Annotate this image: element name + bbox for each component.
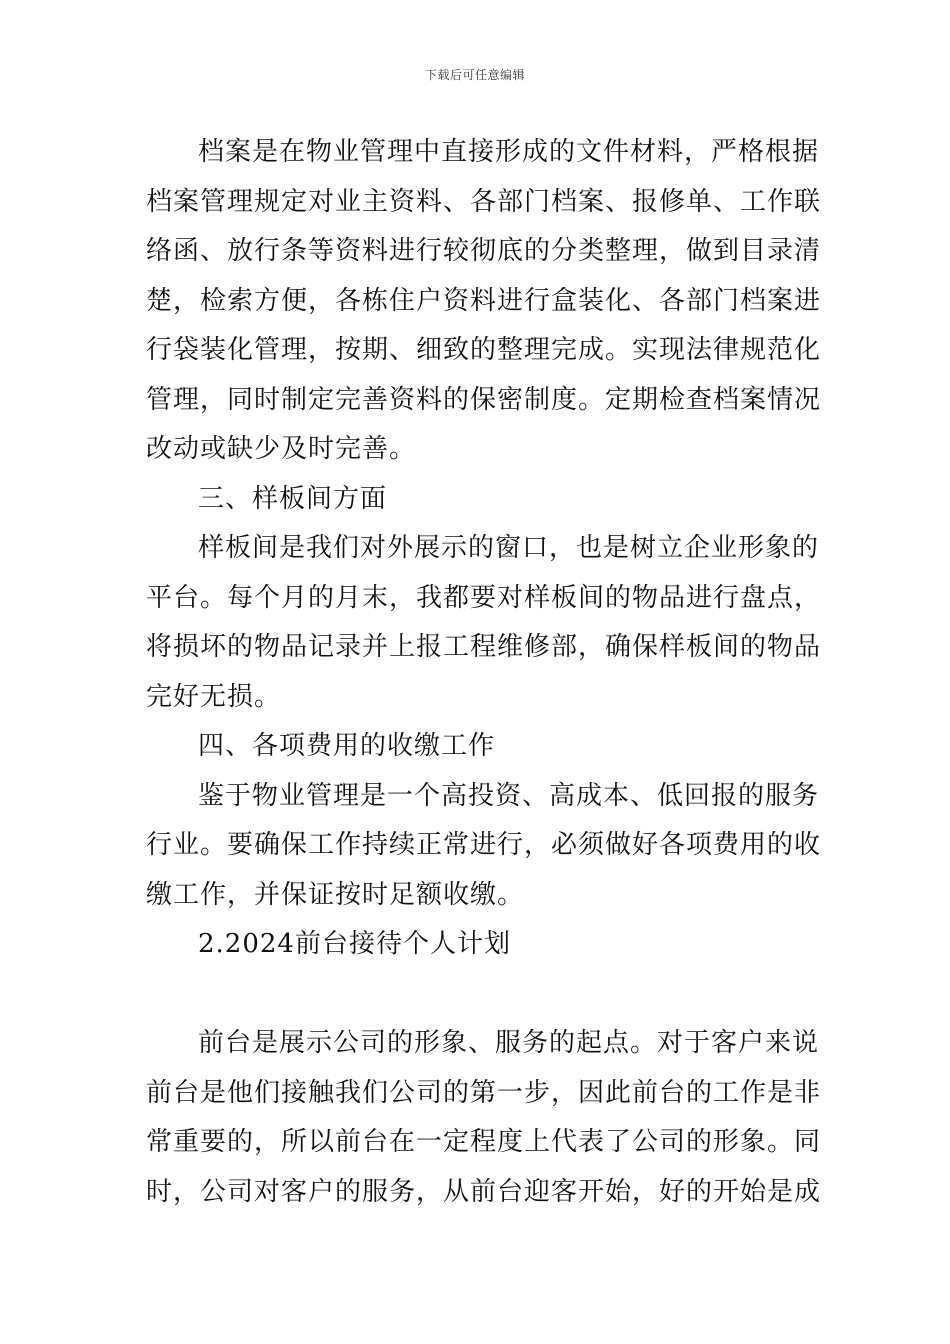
paragraph-line: 行业。要确保工作持续正常进行，必须做好各项费用的收 — [146, 830, 822, 860]
paragraph-line: 行袋装化管理，按期、细致的整理完成。实现法律规范化 — [146, 335, 822, 365]
paragraph-line: 常重要的，所以前台在一定程度上代表了公司的形象。同 — [146, 1127, 822, 1157]
paragraph-line: 缴工作，并保证按时足额收缴。 — [146, 879, 525, 910]
paragraph-line: 将损坏的物品记录并上报工程维修部，确保样板间的物品 — [146, 632, 822, 662]
paragraph-line: 样板间是我们对外展示的窗口，也是树立企业形象的 — [198, 533, 820, 563]
paragraph-line: 络函、放行条等资料进行较彻底的分类整理，做到目录清 — [146, 236, 822, 266]
section-heading: 2.2024前台接待个人计划 — [198, 929, 511, 959]
paragraph-line: 楚，检索方便，各栋住户资料进行盒装化、各部门档案进 — [146, 285, 822, 316]
paragraph-line: 前台是他们接触我们公司的第一步，因此前台的工作是非 — [146, 1077, 822, 1108]
paragraph-line: 管理，同时制定完善资料的保密制度。定期检查档案情况 — [146, 384, 822, 415]
page-header: 下载后可任意编辑 — [424, 68, 525, 82]
section-heading: 三、样板间方面 — [198, 483, 388, 514]
paragraph-line: 档案管理规定对业主资料、各部门档案、报修单、工作联 — [146, 186, 822, 217]
paragraph-line: 时，公司对客户的服务，从前台迎客开始，好的开始是成 — [146, 1176, 822, 1207]
paragraph-line: 改动或缺少及时完善。 — [146, 434, 417, 464]
paragraph-line: 鉴于物业管理是一个高投资、高成本、低回报的服务 — [198, 780, 820, 811]
paragraph-line: 前台是展示公司的形象、服务的起点。对于客户来说 — [198, 1028, 820, 1058]
blank-line — [146, 970, 806, 1020]
paragraph-line: 档案是在物业管理中直接形成的文件材料，严格根据 — [198, 137, 820, 167]
document-body — [146, 128, 822, 1217]
paragraph-line: 平台。每个月的月末，我都要对样板间的物品进行盘点， — [146, 582, 822, 613]
section-heading: 四、各项费用的收缴工作 — [198, 731, 496, 761]
paragraph-line: 完好无损。 — [146, 681, 282, 712]
